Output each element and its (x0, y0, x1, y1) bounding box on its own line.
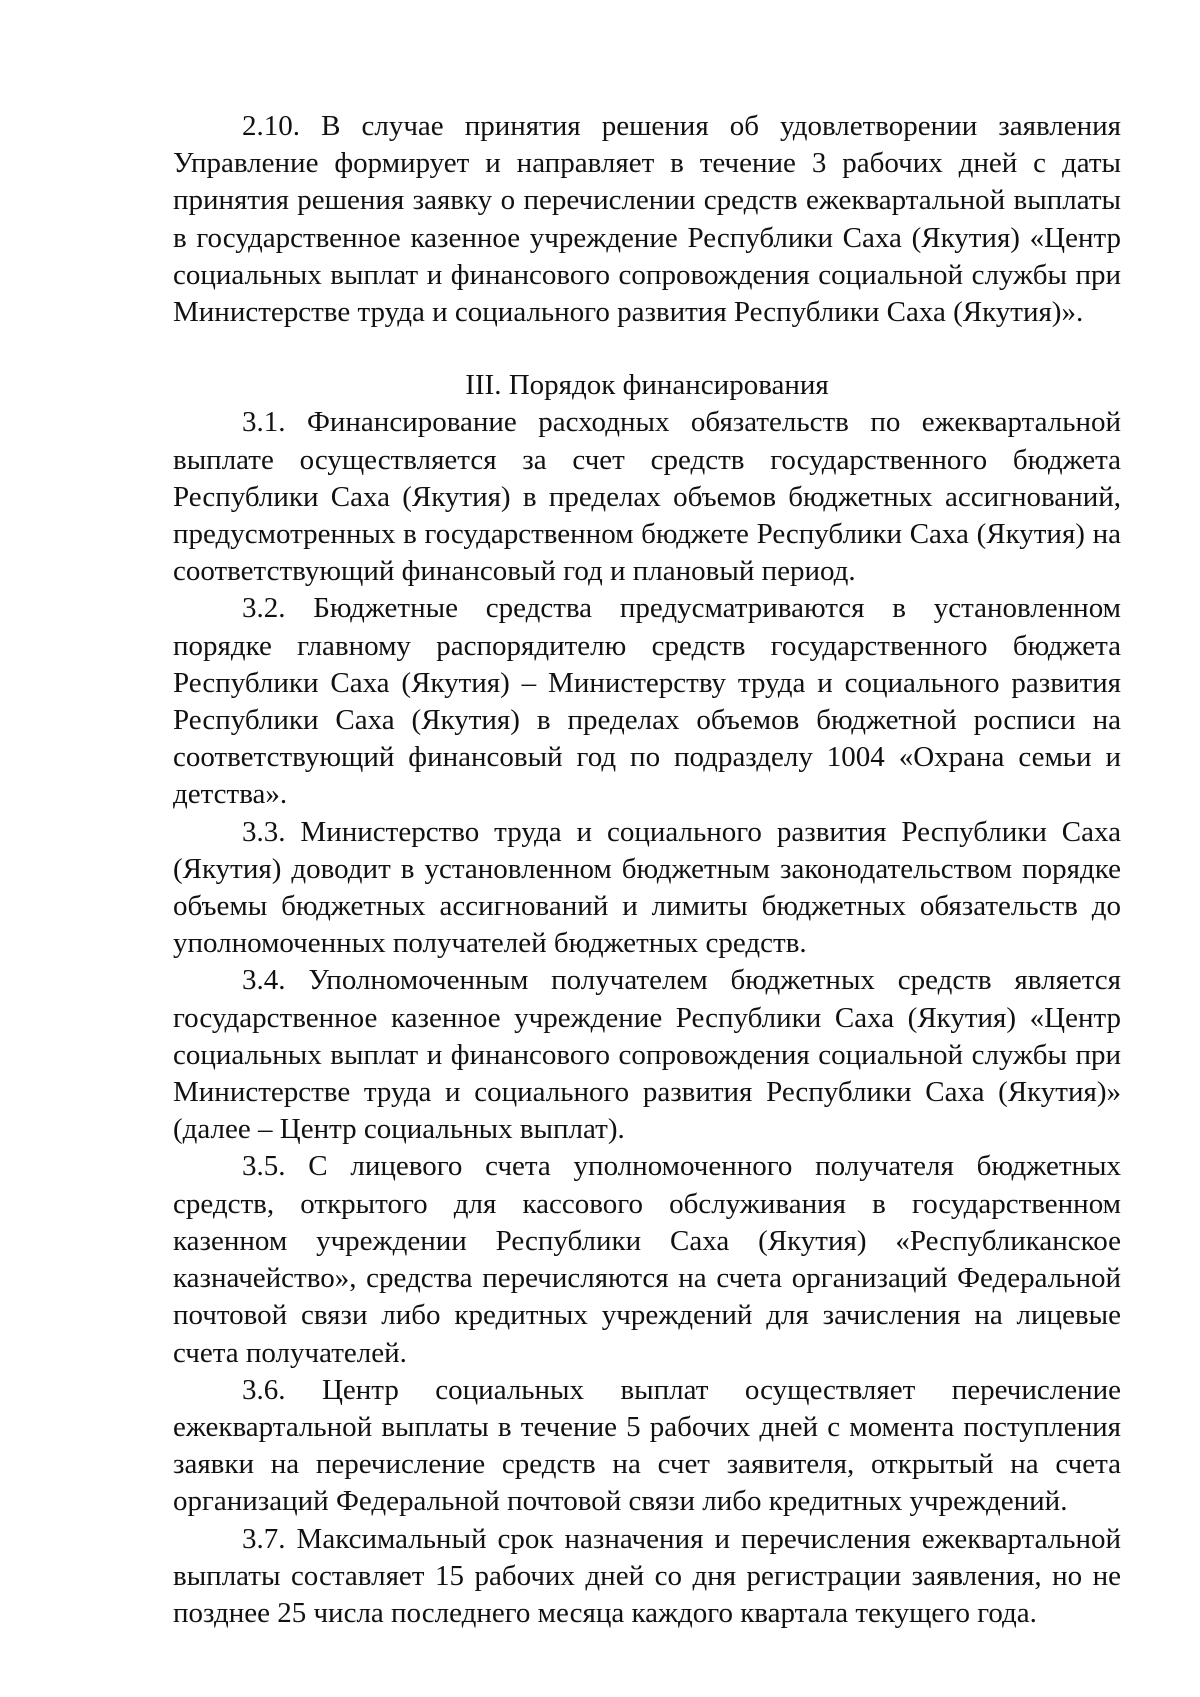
paragraph-3-7: 3.7. Максимальный срок назначения и перечисления ежеквартальной выплаты составляет 15 рабочих дней со дня регистрации заявления, но не позднее 25 числа последнего месяца каждого квартала текущего года. (173, 1522, 1121, 1629)
paragraph-3-6: 3.6. Центр социальных выплат осуществляет перечисление ежеквартальной выплаты в течение 5 рабочих дней с момента поступления заявки на перечисление средств на счет заявителя, открытый на счета организаций Федеральной почтовой связи либо кредитных учреждений. (173, 1373, 1121, 1518)
section-heading: III. Порядок финансирования (465, 369, 829, 402)
paragraph-3-5: 3.5. С лицевого счета уполномоченного получателя бюджетных средств, открытого для кассового обслуживания в государственном казенном учреждении Республики Саха (Якутия) «Республиканское казначейство», средства перечисляются на счета организаций Федеральной почтовой связи либо кредитных учреждений для зачисления на лицевые счета получателей. (173, 1150, 1121, 1369)
paragraph-3-1: 3.1. Финансирование расходных обязательств по ежеквартальной выплате осуществляется за счет средств государственного бюджета Республики Саха (Якутия) в пределах объемов бюджетных ассигнований, предусмотренных в государственном бюджете Республики Саха (Якутия) на соответствующий финансовый год и плановый период. (173, 406, 1121, 588)
document-page (173, 108, 1121, 1632)
paragraph-3-3: 3.3. Министерство труда и социального развития Республики Саха (Якутия) доводит в установленном бюджетным законодательством порядке объемы бюджетных ассигнований и лимиты бюджетных обязательств до уполномоченных получателей бюджетных средств. (173, 815, 1121, 960)
paragraph-3-4: 3.4. Уполномоченным получателем бюджетных средств является государственное казенное учреждение Республики Саха (Якутия) «Центр социальных выплат и финансового сопровождения социальной службы при Министерстве труда и социального развития Республики Саха (Якутия)» (далее – Центр социальных выплат). (173, 964, 1121, 1146)
paragraph-3-2: 3.2. Бюджетные средства предусматриваются в установленном порядке главному распорядителю средств государственного бюджета Республики Саха (Якутия) – Министерству труда и социального развития Республики Саха (Якутия) в пределах объемов бюджетной росписи на соответствующий финансовый год по подразделу 1004 «Охрана семьи и детства». (173, 592, 1121, 811)
paragraph-2-10: 2.10. В случае принятия решения об удовлетворении заявления Управление формирует и направляет в течение 3 рабочих дней с даты принятия решения заявку о перечислении средств ежеквартальной выплаты в государственное казенное учреждение Республики Саха (Якутия) «Центр социальных выплат и финансового сопровождения социальной службы при Министерстве труда и социального развития Республики Саха (Якутия)». (173, 110, 1121, 329)
